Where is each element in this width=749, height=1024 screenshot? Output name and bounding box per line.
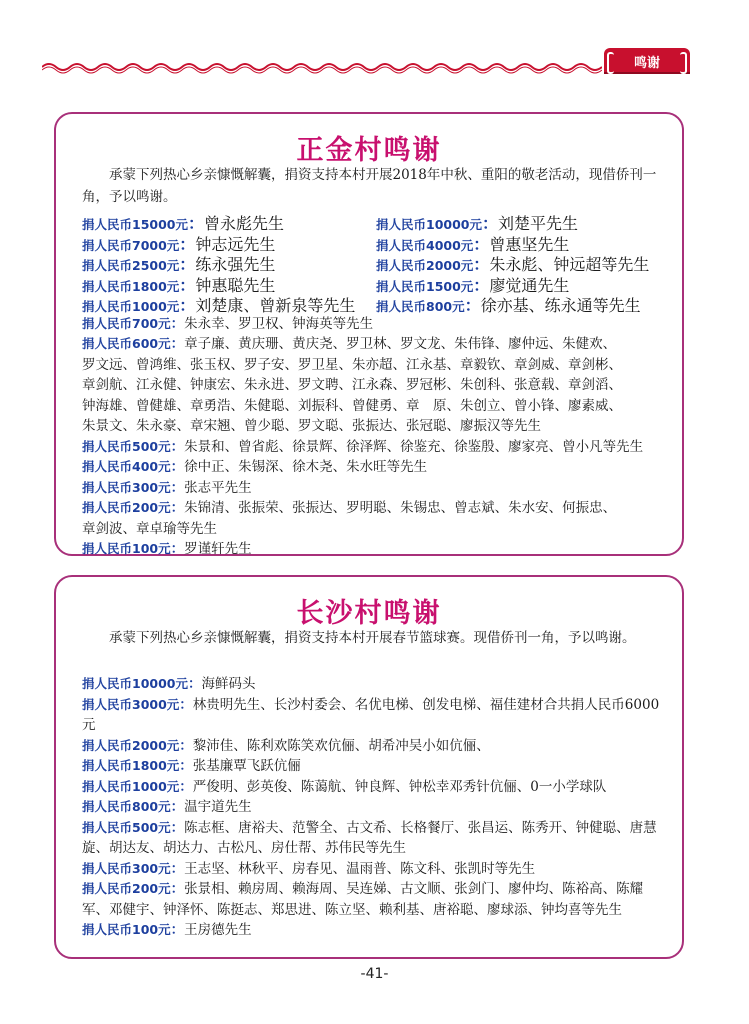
intro-paragraph: 承蒙下列热心乡亲慷慨解囊，捐资支持本村开展2018年中秋、重阳的敬老活动，现借侨刊一角，予以鸣谢。: [82, 167, 657, 205]
donor-row-continued: 章剑波、章卓瑜等先生: [82, 520, 217, 537]
donor-row: 捐人民币1800元：钟惠聪先生 捐人民币1500元：廖觉通先生: [82, 275, 570, 295]
donor-row: 捐人民币7000元：钟志远先生 捐人民币4000元：曾惠坚先生: [82, 234, 570, 254]
donor-list: [82, 674, 670, 941]
donor-list: [82, 211, 670, 560]
donor-row: 捐人民币300元：张志平先生: [82, 479, 252, 496]
donor-row-continued: 钟海雄、曾健雄、章勇浩、朱健聪、刘振科、曾健勇、章 原、朱创立、曾小锋、廖素威、: [82, 397, 622, 414]
changsha-village-section: [54, 575, 684, 959]
donor-row: 捐人民币500元：朱景和、曾省彪、徐景辉、徐泽辉、徐鉴充、徐鉴殷、廖家亮、曾小凡等先生: [82, 438, 644, 455]
section-title: 长沙村鸣谢: [296, 598, 442, 629]
donor-row-continued: 罗文远、曾鸿维、张玉权、罗子安、罗卫星、朱亦超、江永基、章毅钦、章剑威、章剑彬、: [82, 356, 622, 373]
donor-row-continued: 章剑航、江永健、钟康宏、朱永进、罗文聘、江永森、罗冠彬、朱创科、张意载、章剑滔、: [82, 377, 622, 393]
donor-row: 捐人民币100元：罗谨轩先生: [82, 541, 252, 557]
section-tab: 鸣谢: [604, 48, 690, 74]
donor-row: 捐人民币200元：朱锦清、张振荣、张振达、罗明聪、朱锡忠、曾志斌、朱水安、何振忠、: [82, 500, 617, 516]
donor-row: 捐人民币200元：张景相、赖房周、赖海周、吴连娣、古文顺、张剑门、廖仲均、陈裕高、陈耀军、邓健宇、钟泽怀、陈挺志、郑思进、陈立坚、赖利基、唐裕聪、廖球添、钟均喜等先生: [82, 881, 644, 918]
donor-row: 捐人民币1000元：严俊明、彭英俊、陈蔼航、钟良辉、钟松幸邓秀针伉俪、0一小学球队: [82, 778, 607, 795]
header-wave-decoration: [42, 60, 602, 74]
donor-row: 捐人民币10000元：海鲜码头: [82, 676, 256, 692]
donor-row: 捐人民币700元：朱永幸、罗卫权、钟海英等先生: [82, 315, 374, 332]
donor-row: 捐人民币500元：陈志框、唐裕夫、范警全、古文希、长格餐厅、张昌运、陈秀开、钟健聪、唐慧旋、胡达友、胡达力、古松凡、房仕帮、苏伟民等先生: [82, 819, 657, 856]
donor-row: 捐人民币1800元：张基廉覃飞跃伉俪: [82, 758, 301, 774]
donor-row: 捐人民币3000元：林贵明先生、长沙村委会、名优电梯、创发电梯、福佳建材合共捐人民币6000元: [82, 696, 660, 733]
zhengjin-village-section: [54, 112, 684, 556]
donor-row: 捐人民币600元：章子廉、黄庆珊、黄庆尧、罗卫林、罗文龙、朱伟锋、廖仲远、朱健欢、: [82, 336, 617, 352]
donor-row: 捐人民币2500元：练永强先生 捐人民币2000元：朱永彪、钟远超等先生: [82, 255, 650, 274]
donor-row: 捐人民币300元：王志坚、林秋平、房春见、温雨普、陈文科、张凯时等先生: [82, 860, 536, 877]
donor-row: 捐人民币400元：徐中正、朱锡深、徐木尧、朱水旺等先生: [82, 459, 428, 475]
donor-row: 捐人民币2000元：黎沛佳、陈利欢陈笑欢伉俪、胡希冲吴小如伉俪、: [82, 737, 490, 754]
donor-row: 捐人民币15000元：曾永彪先生 捐人民币10000元：刘楚平先生: [82, 214, 579, 233]
donor-row: 捐人民币800元：温宇道先生: [82, 799, 252, 815]
donor-row-continued: 朱景文、朱永豪、章宋翘、曾少聪、罗文聪、张振达、张冠聪、廖振汉等先生: [82, 418, 541, 434]
page-number: -41-: [360, 966, 389, 982]
intro-paragraph: 承蒙下列热心乡亲慷慨解囊，捐资支持本村开展春节篮球赛。现借侨刊一角，予以鸣谢。: [109, 630, 636, 646]
section-title: 正金村鸣谢: [296, 135, 442, 166]
donor-row: 捐人民币100元：王房德先生: [82, 922, 252, 938]
donor-row: 捐人民币1000元：刘楚康、曾新泉等先生 捐人民币800元：徐亦基、练永通等先生: [82, 296, 641, 315]
